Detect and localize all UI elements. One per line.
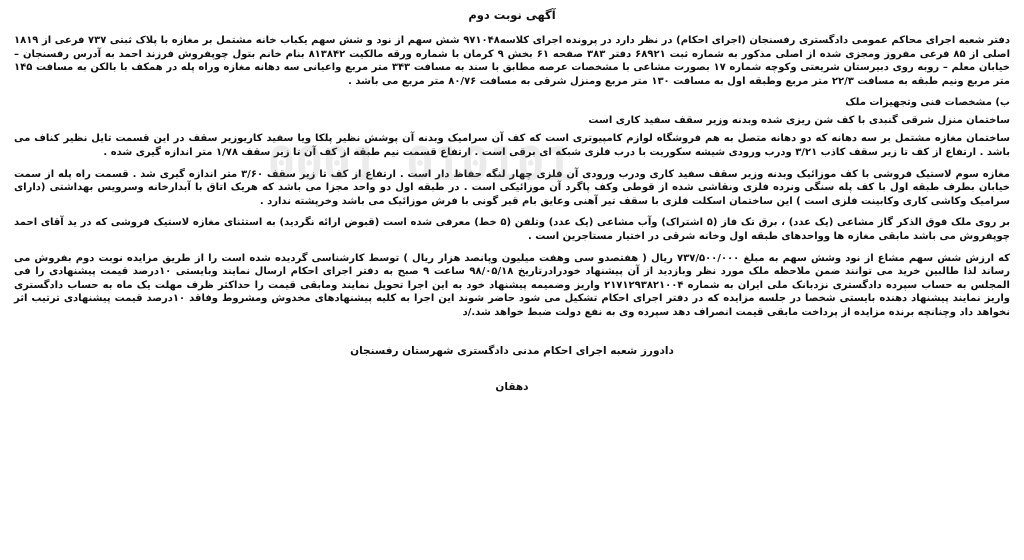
- signature-name: دهقان: [495, 380, 529, 393]
- section-b-line-1: ساختمان منزل شرقی گنبدی با کف شن ریزی شده وبدنه وزیر سقف سفید کاری است: [588, 115, 1010, 127]
- notice-title: آگهی نوبت دوم: [468, 8, 556, 22]
- intro-paragraph: دفتر شعبه اجرای محاکم عمومی دادگستری رفسنجان (اجرای احکام) در نظر دارد در پرونده اجرای کلاسه۹۷۱۰۴۸ شش سهم از نود و شش سهم یکباب خانه مشتمل بر مغازه با پلاک ثبتی ۷۳۷ فرعی از ۱۸۱۹ اصلی از ۸۵ فرعی مفروز ومجزی شده از اصلی مذکور به شماره ثبت ۶۸۹۲۱ دفتر ۳۸۳ صفحه ۶۱ بخش ۹ کرمان با شماره ورقه مالکیت ۸۱۳۸۴۲ بنام خانم بتول چوپفروش فرزند احمد به آدرس رفسنجان – خیابان معلم – روبه روی دبیرستان شریعتی وکوچه شماره ۱۷ بصورت مشاعی با مشخصات عرصه مطابق با سند به مسافت ۳۴۳ متر مربع واعیانی سه دهانه مغازه وراه پله در همکف با بالکن به مسافت ۱۴۵ متر مربع ونیم طبقه به مسافت ۲۲/۳ متر مربع وطبقه اول به مسافت ۱۳۰ متر مربع ومنزل شرقی به مسافت ۸۰/۷۶ متر مربع می باشد .: [14, 35, 1011, 87]
- third-shop-paragraph: مغازه سوم لاستیک فروشی با کف موزائیک وبدنه وزیر سقف سفید کاری ودرب ورودی آن فلزی چهار لنگه حفاظ دار است . ارتفاع از کف تا زیر سقف ۳/۶۰ متر اندازه گیری شد . قسمت راه پله از سمت خیابان بطرف طبقه اول با کف پله سنگی ونرده فلزی ونقاشی شده از قوطی وکف پاگرد آن موزائیکی است . در طبقه اول دو واحد مجزا می باشد که هریک اتاق با آبدارخانه وسرویس بهداشتی (دارای سرامیک وکاشی کاری وکابینت فلزی است ) این ساختمان اسکلت فلزی با سقف تیر آهنی وعایق بام قیر گونی با فرش موزائیک می باشد وخرپشته ندارد .: [14, 168, 1010, 207]
- watermark-text: 010101 0001: [267, 137, 573, 191]
- section-b-heading: ب) مشخصات فنی وتجهیزات ملک: [845, 97, 1010, 109]
- shop-description-paragraph: ساختمان مغازه مشتمل بر سه دهانه که دو دهانه متصل به هم فروشگاه لوازم کامپیوتری است که کف آن سرامیک وبدنه آن پوشش نظیر پلکا ویا سفید کاریوزیر سقف در این قسمت تایل نظیر کناف می باشد . ارتفاع از کف تا زیر سقف کاذب ۳/۲۱ ودرب ورودی شیشه سکوریت با درب فلزی شبکه ای برقی است . ارتفاع قسمت نیم طبقه از کف آن تا زیر سقف ۱/۷۸ متر اندازه گیری شده .: [14, 133, 1010, 158]
- valuation-paragraph: که ارزش شش سهم مشاع از نود وشش سهم به مبلغ ۷۳۷/۵۰۰/۰۰۰ ریال ( هفتصدو سی وهفت میلیون وپانصد هزار ریال ) توسط کارشناسی گردیده شده است را از طریق مزایده نوبت دوم بفروش می رساند لذا طالبین خرید می توانند ضمن ملاحظه ملک مورد نظر وبازدید از آن پیشنهاد خودرادرتاریخ ۹۸/۰۵/۱۸ ساعت ۹ صبح به دفتر اجرای احکام ارسال نمایند وبایستی ۱۰درصد قیمت پیشنهادی را فی المجلس به حساب سپرده دادگستری نزدبانک ملی ایران به شماره ۲۱۷۱۲۹۳۸۲۱۰۰۴ واریز وضمیمه پیشنهاد خود به این اجرا تحویل نمایند ومابقی قیمت را حداکثر ظرف مهلت یک ماه به حساب دادگستری واریز نمایند پیشنهاد دهنده بایستی شخصا در جلسه مزایده که در دفتر اجرای احکام تشکیل می شود حاضر شوند این اجرا به کلیه پیشنهادهای مخدوش ومشروط وفاقد ۱۰درصد قیمت پیشنهادی ترتیب اثر نخواهد داد وچنانچه برنده مزایده از پرداخت مابقی قیمت انصراف دهد سپرده وی به نفع دولت ضبط خواهد شد./د: [14, 252, 1011, 318]
- utilities-paragraph: بر روی ملک فوق الذکر گاز مشاعی (یک عدد) ، برق تک فاز (۵ اشتراک) وآب مشاعی (یک عدد) وتلفن (۵ خط) معرفی شده است (قبوض ارائه نگردید) به استثنای مغازه لاستیک فروشی که در ید آقای احمد چوپفروش می باشد مابقی مغازه ها وواحدهای طبقه اول وخانه شرقی در اختیار مستاجرین است .: [14, 217, 1011, 242]
- signature-line: دادورز شعبه اجرای احکام مدنی دادگستری شهرستان رفسنجان: [350, 344, 674, 357]
